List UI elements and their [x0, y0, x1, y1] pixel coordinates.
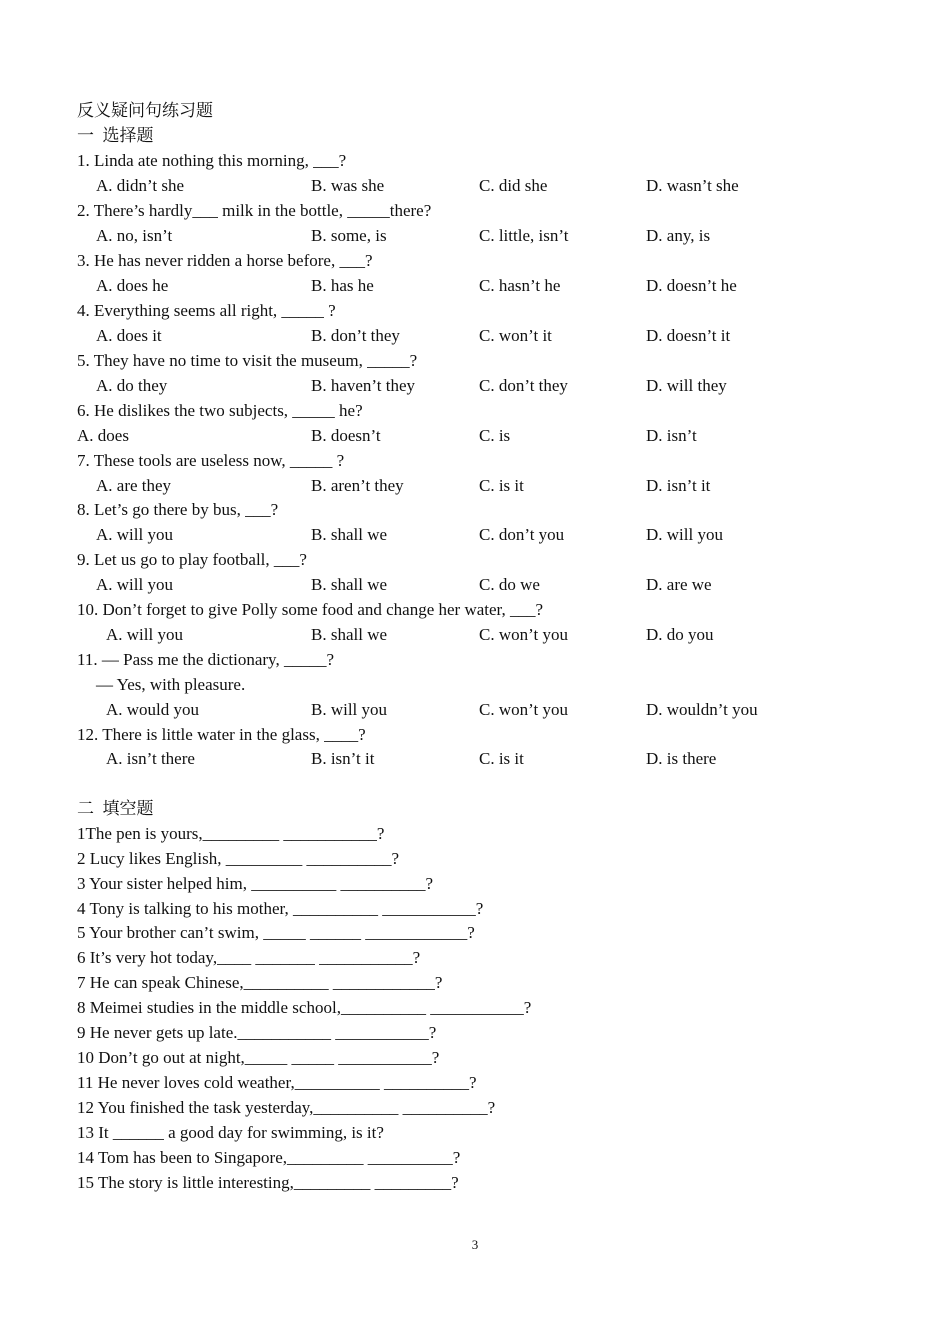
- q9-option-d: D. are we: [646, 575, 712, 594]
- question-8: 8. Let’s go there by bus, ___?: [77, 500, 279, 519]
- q11-option-c: C. won’t you: [479, 700, 568, 719]
- q11-option-a: A. would you: [106, 700, 200, 719]
- q10-option-b: B. shall we: [311, 625, 388, 644]
- fill-item-12: 12 You finished the task yesterday,__________ __________?: [77, 1098, 496, 1117]
- q4-option-a: A. does it: [96, 326, 162, 345]
- q5-option-d: D. will they: [646, 376, 727, 395]
- q7-option-b: B. aren’t they: [311, 476, 404, 495]
- q12-option-a: A. isn’t there: [106, 749, 195, 768]
- section1-heading: 一 选择题: [77, 126, 154, 145]
- fill-item-7: 7 He can speak Chinese,__________ ____________?: [77, 973, 443, 992]
- q3-option-b: B. has he: [311, 276, 374, 295]
- q9-option-a: A. will you: [96, 575, 173, 594]
- q9-option-c: C. do we: [479, 575, 540, 594]
- q6-option-a: A. does: [77, 426, 129, 445]
- fill-item-9: 9 He never gets up late.___________ ___________?: [77, 1023, 437, 1042]
- section2-heading: 二 填空题: [77, 799, 154, 818]
- question-10: 10. Don’t forget to give Polly some food and change her water, ___?: [77, 600, 544, 619]
- q8-option-d: D. will you: [646, 525, 723, 544]
- fill-item-15: 15 The story is little interesting,_________ _________?: [77, 1173, 459, 1192]
- fill-item-13: 13 It ______ a good day for swimming, is it?: [77, 1123, 384, 1142]
- q9-option-b: B. shall we: [311, 575, 388, 594]
- q7-option-c: C. is it: [479, 476, 524, 495]
- q2-option-d: D. any, is: [646, 226, 711, 245]
- fill-item-10: 10 Don’t go out at night,_____ _____ ___________?: [77, 1048, 440, 1067]
- question-9: 9. Let us go to play football, ___?: [77, 550, 307, 569]
- fill-item-11: 11 He never loves cold weather,__________ __________?: [77, 1073, 477, 1092]
- q5-option-a: A. do they: [96, 376, 168, 395]
- q10-option-d: D. do you: [646, 625, 714, 644]
- q1-option-d: D. wasn’t she: [646, 176, 739, 195]
- q1-option-a: A. didn’t she: [96, 176, 184, 195]
- q6-option-d: D. isn’t: [646, 426, 697, 445]
- fill-item-4: 4 Tony is talking to his mother, __________ ___________?: [77, 899, 484, 918]
- question-6: 6. He dislikes the two subjects, _____ he?: [77, 401, 363, 420]
- q1-option-b: B. was she: [311, 176, 385, 195]
- question-12: 12. There is little water in the glass, ____?: [77, 725, 366, 744]
- page-number: 3: [471, 1237, 479, 1252]
- q8-option-a: A. will you: [96, 525, 173, 544]
- q12-option-c: C. is it: [479, 749, 524, 768]
- q1-option-c: C. did she: [479, 176, 548, 195]
- q5-option-c: C. don’t they: [479, 376, 568, 395]
- fill-item-5: 5 Your brother can’t swim, _____ ______ ____________?: [77, 923, 475, 942]
- question-3: 3. He has never ridden a horse before, ___?: [77, 251, 373, 270]
- q3-option-a: A. does he: [96, 276, 169, 295]
- document-title: 反义疑问句练习题: [77, 101, 213, 120]
- q4-option-c: C. won’t it: [479, 326, 552, 345]
- q10-option-a: A. will you: [106, 625, 183, 644]
- q6-option-c: C. is: [479, 426, 511, 445]
- q7-option-d: D. isn’t it: [646, 476, 711, 495]
- question-11: 11. — Pass me the dictionary, _____?: [77, 650, 335, 669]
- fill-item-8: 8 Meimei studies in the middle school,__________ ___________?: [77, 998, 532, 1017]
- q11-option-d: D. wouldn’t you: [646, 700, 758, 719]
- q8-option-b: B. shall we: [311, 525, 388, 544]
- fill-item-6: 6 It’s very hot today,____ _______ ___________?: [77, 948, 421, 967]
- fill-item-14: 14 Tom has been to Singapore,_________ __________?: [77, 1148, 461, 1167]
- q3-option-d: D. doesn’t he: [646, 276, 737, 295]
- question-11-reply: — Yes, with pleasure.: [96, 675, 246, 694]
- q4-option-b: B. don’t they: [311, 326, 400, 345]
- q2-option-a: A. no, isn’t: [96, 226, 173, 245]
- q11-option-b: B. will you: [311, 700, 388, 719]
- fill-item-3: 3 Your sister helped him, __________ __________?: [77, 874, 434, 893]
- q3-option-c: C. hasn’t he: [479, 276, 561, 295]
- question-5: 5. They have no time to visit the museum, _____?: [77, 351, 418, 370]
- fill-item-2: 2 Lucy likes English, _________ __________?: [77, 849, 400, 868]
- q5-option-b: B. haven’t they: [311, 376, 416, 395]
- question-2: 2. There’s hardly___ milk in the bottle, _____there?: [77, 201, 432, 220]
- q6-option-b: B. doesn’t: [311, 426, 381, 445]
- fill-item-1: 1The pen is yours,_________ ___________?: [77, 824, 385, 843]
- question-7: 7. These tools are useless now, _____ ?: [77, 451, 345, 470]
- q12-option-d: D. is there: [646, 749, 717, 768]
- q7-option-a: A. are they: [96, 476, 172, 495]
- q4-option-d: D. doesn’t it: [646, 326, 731, 345]
- question-1: 1. Linda ate nothing this morning, ___?: [77, 151, 347, 170]
- question-4: 4. Everything seems all right, _____ ?: [77, 301, 336, 320]
- q2-option-b: B. some, is: [311, 226, 387, 245]
- q12-option-b: B. isn’t it: [311, 749, 375, 768]
- q10-option-c: C. won’t you: [479, 625, 568, 644]
- q2-option-c: C. little, isn’t: [479, 226, 569, 245]
- q8-option-c: C. don’t you: [479, 525, 565, 544]
